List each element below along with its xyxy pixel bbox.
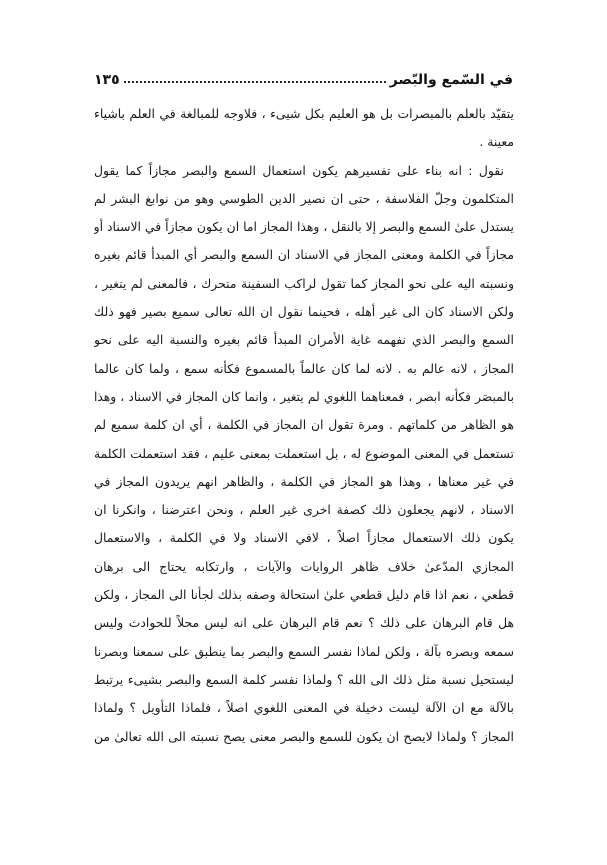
chapter-title: في السّمع والبّصر: [389, 72, 513, 88]
text-line: هو الظاهر من كلماتهم . ومرة تقول ان المجاز في الكلمة ، أي ان كلمة سميع لم: [94, 417, 514, 433]
text-line: ولكن الاسناد كان الى غير أهله ، فحينما نقول ان الله تعالى سميع بصير فهو ذلك: [94, 304, 514, 320]
text-line: مجازاً في الكلمة ومعنى المجاز في الاسناد ان السمع والبصر أي المبدأ قائم بغيره: [94, 247, 514, 263]
text-line: نقول : انه بناء على تفسيرهم يكون استعمال السمع والبصر مجازاً كما يقول: [94, 162, 504, 178]
text-line: قطعي ، نعم اذا قام دليل قطعي علىٰ استحالة وصفه بذلك لجأنا الى المجاز ، ولكن: [94, 587, 514, 603]
text-line: بالآلة مع ان الآلة ليست دخيلة في المعنى اللغوي اصلاً ، فلماذا التأويل ؟ ولماذا: [94, 700, 514, 716]
text-line: المتكلمون وجلّ الفلاسفة ، حتى ان نصير الدين الطوسي وهو من نوابغ البشر لم: [94, 190, 514, 206]
text-line: تستعمل في المعنى الموضوع له ، بل استعملت بمعنى عليم ، فقد استعملت الكلمة: [94, 445, 514, 461]
body-text: [94, 100, 514, 751]
text-line: بالمبصَر فكأنه ابصر ، فمعناهما اللغوي لم يتغير ، وانما كان المجاز في الاسناد ، وهذا: [94, 389, 514, 404]
text-line: معينة .: [479, 134, 514, 150]
text-line: يستدل علىٰ السمع والبصر إلا بالنقل ، وهذا المجاز اما ان يكون مجازاً في الاسناد أو: [94, 219, 514, 235]
text-line: الاسناد ، لانهم يجعلون ذلك كصفة اخرى غير العلم ، ونحن اعترضنا ، وانكرنا ان: [94, 502, 514, 518]
text-line: السمع والبصر الذي نفهمه غاية الأمران المبدأ قائم بغيره والنسبة اليه على نحو: [94, 332, 514, 348]
text-line: يكون ذلك الاستعمال مجازاً اصلاً ، لافي الاسناد ولا في الكلمة ، والاستعمال: [94, 530, 514, 546]
text-line: ليستحيل نسبة مثل ذلك الى الله ؟ ولماذا نفسر كلمة السمع والبصر بشيىء يرتبط: [94, 671, 514, 687]
text-line: المجازي المدّعىٰ خلاف ظاهر الروايات والآيات ، وارتكابه يحتاج الى برهان: [94, 558, 514, 574]
text-line: المجاز ؟ ولماذا لايصح ان يكون للسمع والبصر معنى يصح نسبته الى الله تعالىٰ من: [94, 728, 514, 744]
text-line: هل قام البرهان على ذلك ؟ نعم قام البرهان على انه ليس محلاً للحوادث وليس: [94, 615, 514, 631]
text-line: المجاز ، لانه عالم به . لانه لما كان عالماً بالمسموع فكأنه سمع ، ولما كان عالما: [94, 360, 514, 376]
running-head: [94, 62, 513, 88]
text-line: سمعه وبصره بآلة ، ولكن لماذا نفسر السمع والبصر بما ينطبق على سمعنا وبصرنا: [94, 643, 514, 659]
dot-leader: [124, 81, 386, 83]
page-number: ١٣٥: [94, 72, 120, 88]
text-line: في غير معناها ، وهذا هو المجاز في الكلمة ، والظاهر انهم يريدون المجاز في: [94, 473, 514, 489]
text-line: ونسبته اليه على نحو المجاز كما تقول لراكب السفينة متحرك ، فالمعنى لم يتغير ،: [94, 275, 514, 291]
text-line: يتقيّد بالعلم بالمبصرات بل هو العليم بكل شيىء ، فلاوجه للمبالغة في العلم باشياء: [94, 106, 514, 121]
